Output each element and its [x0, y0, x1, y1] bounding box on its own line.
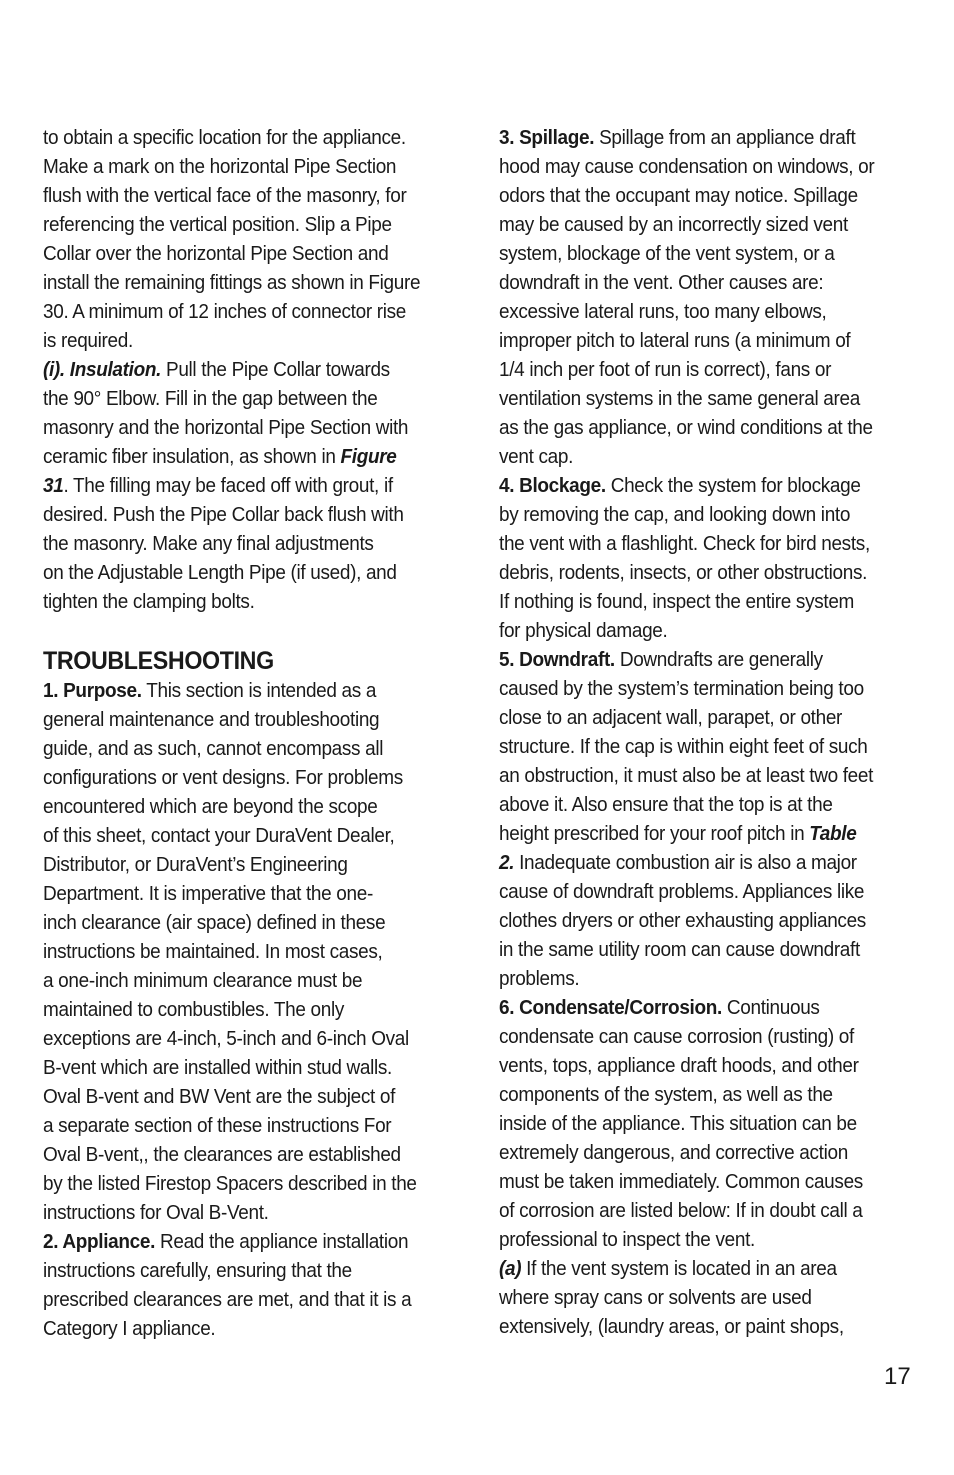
text-line: improper pitch to lateral runs (a minimum of [499, 330, 851, 352]
text-line [499, 124, 916, 153]
text-run: height prescribed for your roof pitch in [499, 823, 810, 845]
text-line: If nothing is found, inspect the entire system [499, 591, 855, 613]
text-line [499, 646, 916, 675]
table-number: 2. [499, 852, 515, 874]
blockage-label: 4. Blockage. [499, 475, 606, 497]
text-line: inside of the appliance. This situation can be [499, 1113, 857, 1135]
item-a-label: (a) [499, 1258, 522, 1280]
text-run: Pull the Pipe Collar towards [161, 359, 390, 381]
text-line: B-vent which are installed within stud walls. [43, 1057, 392, 1079]
text-line: must be taken immediately. Common causes [499, 1171, 863, 1193]
text-line: 1/4 inch per foot of run is correct), fans or [499, 359, 832, 381]
text-line: system, blockage of the vent system, or a [499, 243, 835, 265]
text-line: maintained to combustibles. The only [43, 999, 345, 1021]
text-line: downdraft in the vent. Other causes are: [499, 272, 824, 294]
text-line: 30. A minimum of 12 inches of connector rise [43, 301, 407, 323]
text-line: hood may cause condensation on windows, or [499, 156, 875, 178]
text-line: excessive lateral runs, too many elbows, [499, 301, 827, 323]
text-line: for physical damage. [499, 620, 668, 642]
text-line: a separate section of these instructions For [43, 1115, 392, 1137]
text-line: Department. It is imperative that the one- [43, 883, 373, 905]
text-line: referencing the vertical position. Slip a Pipe [43, 214, 392, 236]
text-line: in the same utility room can cause downdraft [499, 939, 860, 961]
text-run: This section is intended as a [141, 680, 377, 702]
text-line: professional to inspect the vent. [499, 1229, 755, 1251]
appliance-paragraph [43, 1228, 457, 1344]
text-line [43, 1228, 457, 1257]
text-line [43, 677, 457, 706]
text-line: encountered which are beyond the scope [43, 796, 378, 818]
text-line: where spray cans or solvents are used [499, 1287, 812, 1309]
text-line: may be caused by an incorrectly sized vent [499, 214, 848, 236]
text-run: Read the appliance installation [155, 1231, 409, 1253]
purpose-paragraph [43, 677, 457, 1228]
text-line: condensate can cause corrosion (rusting) of [499, 1026, 854, 1048]
condensate-label: 6. Condensate/Corrosion. [499, 997, 722, 1019]
text-line: masonry and the horizontal Pipe Section with [43, 417, 409, 439]
text-line: extensively, (laundry areas, or paint shops, [499, 1316, 844, 1338]
text-line: the 90° Elbow. Fill in the gap between the [43, 388, 378, 410]
text-line: instructions carefully, ensuring that the [43, 1260, 352, 1282]
text-line: cause of downdraft problems. Appliances like [499, 881, 865, 903]
text-line: Distributor, or DuraVent’s Engineering [43, 854, 348, 876]
text-line: Oval B-vent,, the clearances are established [43, 1144, 401, 1166]
text-line: flush with the vertical face of the masonry, for [43, 185, 407, 207]
condensate-paragraph [499, 994, 916, 1255]
text-line [499, 994, 916, 1023]
text-line: structure. If the cap is within eight feet of such [499, 736, 868, 758]
text-line: the masonry. Make any final adjustments [43, 533, 374, 555]
text-line: Category I appliance. [43, 1318, 216, 1340]
page-number: 17 [884, 1363, 911, 1390]
text-line: extremely dangerous, and corrective action [499, 1142, 848, 1164]
text-line: the vent with a flashlight. Check for bird nests, [499, 533, 870, 555]
text-run: Inadequate combustion air is also a major [514, 852, 857, 874]
text-line [43, 356, 457, 385]
spillage-paragraph [499, 124, 916, 472]
text-line: caused by the system’s termination being too [499, 678, 864, 700]
text-line: of corrosion are listed below: If in doubt call a [499, 1200, 863, 1222]
text-line: vent cap. [499, 446, 574, 468]
text-line: Collar over the horizontal Pipe Section and [43, 243, 389, 265]
text-line: configurations or vent designs. For problems [43, 767, 403, 789]
insulation-paragraph [43, 356, 457, 617]
text-run: ceramic fiber insulation, as shown in [43, 446, 341, 468]
text-line: Oval B-vent and BW Vent are the subject of [43, 1086, 396, 1108]
text-line [499, 849, 916, 878]
text-line: ventilation systems in the same general area [499, 388, 860, 410]
text-run: Check the system for blockage [605, 475, 861, 497]
text-line [43, 472, 457, 501]
text-line: exceptions are 4-inch, 5-inch and 6-inch Oval [43, 1028, 409, 1050]
blockage-paragraph [499, 472, 916, 646]
section-heading: TROUBLESHOOTING [43, 647, 274, 675]
table-reference: Table [809, 823, 857, 845]
text-line: a one-inch minimum clearance must be [43, 970, 363, 992]
text-line: by the listed Firestop Spacers described in the [43, 1173, 417, 1195]
text-line: as the gas appliance, or wind conditions at the [499, 417, 873, 439]
text-line: close to an adjacent wall, parapet, or other [499, 707, 843, 729]
text-line [499, 1255, 916, 1284]
text-line: instructions for Oval B-Vent. [43, 1202, 269, 1224]
left-column [43, 124, 457, 1344]
text-line: inch clearance (air space) defined in these [43, 912, 386, 934]
text-line: clothes dryers or other exhausting appliances [499, 910, 866, 932]
downdraft-label: 5. Downdraft. [499, 649, 615, 671]
text-run: Downdrafts are generally [614, 649, 823, 671]
text-line: is required. [43, 330, 133, 352]
spillage-label: 3. Spillage. [499, 127, 595, 149]
text-line: desired. Push the Pipe Collar back flush with [43, 504, 404, 526]
text-run: Spillage from an appliance draft [594, 127, 856, 149]
right-column [499, 124, 916, 1342]
text-line: tighten the clamping bolts. [43, 591, 255, 613]
text-line: general maintenance and troubleshooting [43, 709, 380, 731]
text-line: above it. Also ensure that the top is at the [499, 794, 833, 816]
figure-reference: Figure [340, 446, 397, 468]
text-line [499, 472, 916, 501]
text-line [43, 443, 457, 472]
text-line: odors that the occupant may notice. Spillage [499, 185, 858, 207]
text-line [499, 820, 916, 849]
figure-number: 31 [43, 475, 64, 497]
appliance-label: 2. Appliance. [43, 1231, 156, 1253]
downdraft-paragraph [499, 646, 916, 994]
intro-paragraph [43, 124, 457, 356]
text-run: If the vent system is located in an area [521, 1258, 837, 1280]
text-line: of this sheet, contact your DuraVent Dealer, [43, 825, 395, 847]
purpose-label: 1. Purpose. [43, 680, 142, 702]
text-line: vents, tops, appliance draft hoods, and other [499, 1055, 859, 1077]
text-line: by removing the cap, and looking down into [499, 504, 851, 526]
item-a-paragraph [499, 1255, 916, 1342]
text-line: problems. [499, 968, 580, 990]
text-line: components of the system, as well as the [499, 1084, 833, 1106]
text-line: instructions be maintained. In most cases, [43, 941, 383, 963]
text-line: prescribed clearances are met, and that it is a [43, 1289, 412, 1311]
text-line: guide, and as such, cannot encompass all [43, 738, 384, 760]
text-line: install the remaining fittings as shown in Figure [43, 272, 421, 294]
text-line: debris, rodents, insects, or other obstructions. [499, 562, 868, 584]
text-line: to obtain a specific location for the appliance. [43, 127, 406, 149]
text-line: an obstruction, it must also be at least two feet [499, 765, 874, 787]
text-run: Continuous [721, 997, 820, 1019]
text-run: . The filling may be faced off with grout, if [63, 475, 393, 497]
insulation-label: (i). Insulation. [43, 359, 162, 381]
text-line: on the Adjustable Length Pipe (if used), and [43, 562, 397, 584]
text-line: Make a mark on the horizontal Pipe Section [43, 156, 397, 178]
